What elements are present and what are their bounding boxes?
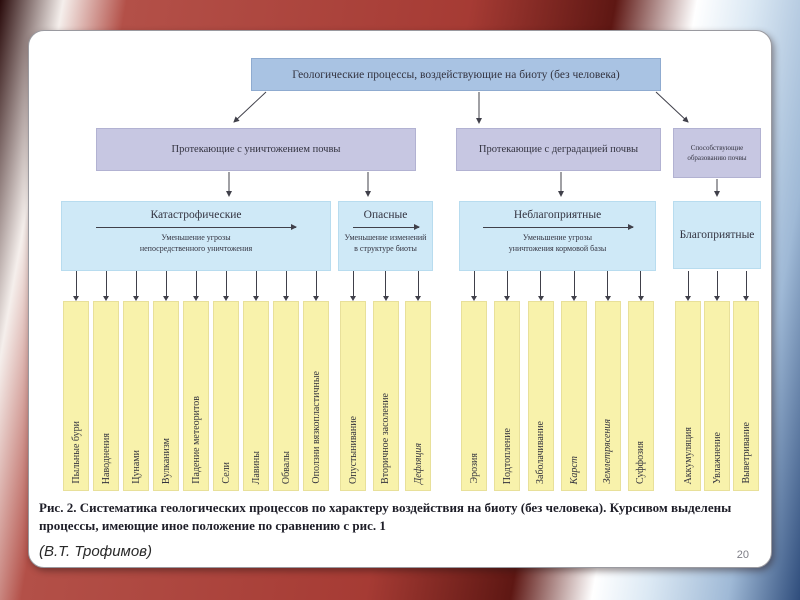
down-arrow-icon bbox=[685, 271, 691, 301]
down-arrow-icon bbox=[538, 271, 544, 301]
process-group-dangerous bbox=[338, 271, 433, 491]
process-column bbox=[63, 271, 89, 491]
down-arrow-icon bbox=[73, 271, 79, 301]
process-label: Дефляция bbox=[412, 442, 424, 484]
process-box bbox=[528, 301, 554, 491]
process-label: Увлажнение bbox=[711, 432, 723, 484]
process-label: Землетрясения bbox=[602, 419, 614, 484]
down-arrow-icon bbox=[253, 271, 259, 301]
right-arrow-icon bbox=[353, 227, 419, 228]
process-column bbox=[183, 271, 209, 491]
category-title: Неблагоприятные bbox=[513, 209, 602, 221]
process-column bbox=[595, 271, 621, 491]
process-column bbox=[704, 271, 730, 491]
process-label: Опустынивание bbox=[347, 416, 359, 484]
process-box bbox=[183, 301, 209, 491]
process-box bbox=[123, 301, 149, 491]
process-column bbox=[675, 271, 701, 491]
right-arrow-icon bbox=[96, 227, 296, 228]
down-arrow-icon bbox=[103, 271, 109, 301]
process-column bbox=[494, 271, 520, 491]
process-column bbox=[153, 271, 179, 491]
process-box bbox=[213, 301, 239, 491]
process-label: Наводнения bbox=[100, 432, 112, 484]
process-column bbox=[461, 271, 487, 491]
process-label: Выветривание bbox=[740, 422, 752, 484]
process-group-unfavorable bbox=[459, 271, 656, 491]
down-arrow-icon bbox=[605, 271, 611, 301]
process-column bbox=[628, 271, 654, 491]
process-box bbox=[340, 301, 366, 491]
process-box bbox=[405, 301, 431, 491]
process-box bbox=[63, 301, 89, 491]
category-subtitle: Уменьшение угрозы уничтожения кормовой базы bbox=[508, 233, 607, 253]
process-box bbox=[93, 301, 119, 491]
slide bbox=[28, 30, 772, 568]
down-arrow-icon bbox=[223, 271, 229, 301]
right-arrow-icon bbox=[483, 227, 633, 228]
process-column bbox=[373, 271, 399, 491]
process-label: Обвалы bbox=[280, 450, 292, 484]
process-column bbox=[561, 271, 587, 491]
process-label: Вулканизм bbox=[160, 437, 172, 484]
process-box bbox=[303, 301, 329, 491]
process-box bbox=[373, 301, 399, 491]
process-column bbox=[273, 271, 299, 491]
category-dangerous bbox=[338, 201, 433, 271]
process-label: Оползни вязкопластичные bbox=[310, 371, 322, 484]
process-column bbox=[528, 271, 554, 491]
category-title: Благоприятные bbox=[679, 229, 755, 241]
process-box bbox=[675, 301, 701, 491]
process-label: Эрозия bbox=[468, 453, 480, 484]
root-box bbox=[251, 58, 661, 91]
process-column bbox=[123, 271, 149, 491]
process-box bbox=[273, 301, 299, 491]
process-column bbox=[340, 271, 366, 491]
process-label: Карст bbox=[568, 455, 580, 484]
down-arrow-icon bbox=[714, 271, 720, 301]
down-arrow-icon bbox=[571, 271, 577, 301]
process-box bbox=[461, 301, 487, 491]
process-box bbox=[494, 301, 520, 491]
down-arrow-icon bbox=[415, 271, 421, 301]
branch-soil-formation bbox=[673, 128, 761, 178]
page-number: 20 bbox=[736, 549, 749, 561]
branch-label: Способствующие образованию почвы bbox=[687, 143, 747, 162]
process-box bbox=[628, 301, 654, 491]
process-label: Падение метеоритов bbox=[190, 396, 202, 484]
process-label: Аккумуляция bbox=[682, 426, 694, 484]
process-label: Заболачивание bbox=[535, 421, 547, 484]
branch-soil-degradation bbox=[456, 128, 661, 171]
category-subtitle: Уменьшение угрозы непосредственного уничтожения bbox=[139, 233, 253, 253]
process-group-favorable bbox=[673, 271, 761, 491]
down-arrow-icon bbox=[743, 271, 749, 301]
category-title: Катастрофические bbox=[150, 209, 242, 221]
process-column bbox=[93, 271, 119, 491]
process-box bbox=[733, 301, 759, 491]
branch-label: Протекающие с деградацией почвы bbox=[478, 144, 639, 155]
down-arrow-icon bbox=[313, 271, 319, 301]
category-unfavorable bbox=[459, 201, 656, 271]
down-arrow-icon bbox=[133, 271, 139, 301]
down-arrow-icon bbox=[383, 271, 389, 301]
root-label: Геологические процессы, воздействующие на биоту (без человека) bbox=[292, 68, 620, 81]
down-arrow-icon bbox=[471, 271, 477, 301]
down-arrow-icon bbox=[193, 271, 199, 301]
category-catastrophic bbox=[61, 201, 331, 271]
process-column bbox=[303, 271, 329, 491]
author-attribution: (В.Т. Трофимов) bbox=[39, 543, 153, 560]
process-box bbox=[153, 301, 179, 491]
down-arrow-icon bbox=[283, 271, 289, 301]
branch-label: Протекающие с уничтожением почвы bbox=[171, 144, 341, 155]
process-label: Подтопление bbox=[501, 427, 513, 484]
down-arrow-icon bbox=[504, 271, 510, 301]
process-box bbox=[704, 301, 730, 491]
process-column bbox=[733, 271, 759, 491]
category-favorable bbox=[673, 201, 761, 269]
category-title: Опасные bbox=[363, 209, 408, 221]
down-arrow-icon bbox=[350, 271, 356, 301]
down-arrow-icon bbox=[163, 271, 169, 301]
process-label: Цунами bbox=[130, 450, 142, 484]
process-group-catastrophic bbox=[61, 271, 331, 491]
process-column bbox=[243, 271, 269, 491]
process-box bbox=[595, 301, 621, 491]
process-label: Вторичное засоление bbox=[380, 393, 391, 484]
category-subtitle: Уменьшение изменений в структуре биоты bbox=[344, 233, 427, 253]
figure-caption: Рис. 2. Систематика геологических процессов по характеру воздействия на биоту (без человека). Курсивом выделены процессы, имеющие иное положение по сравнению с рис. 1 bbox=[39, 500, 732, 533]
branch-soil-destruction bbox=[96, 128, 416, 171]
process-label: Пыльные бури bbox=[70, 421, 82, 484]
down-arrow-icon bbox=[638, 271, 644, 301]
process-label: Сели bbox=[220, 462, 232, 484]
process-box bbox=[561, 301, 587, 491]
process-box bbox=[243, 301, 269, 491]
process-label: Суффозия bbox=[635, 441, 647, 484]
process-column bbox=[213, 271, 239, 491]
process-label: Лавины bbox=[250, 450, 262, 484]
process-column bbox=[405, 271, 431, 491]
